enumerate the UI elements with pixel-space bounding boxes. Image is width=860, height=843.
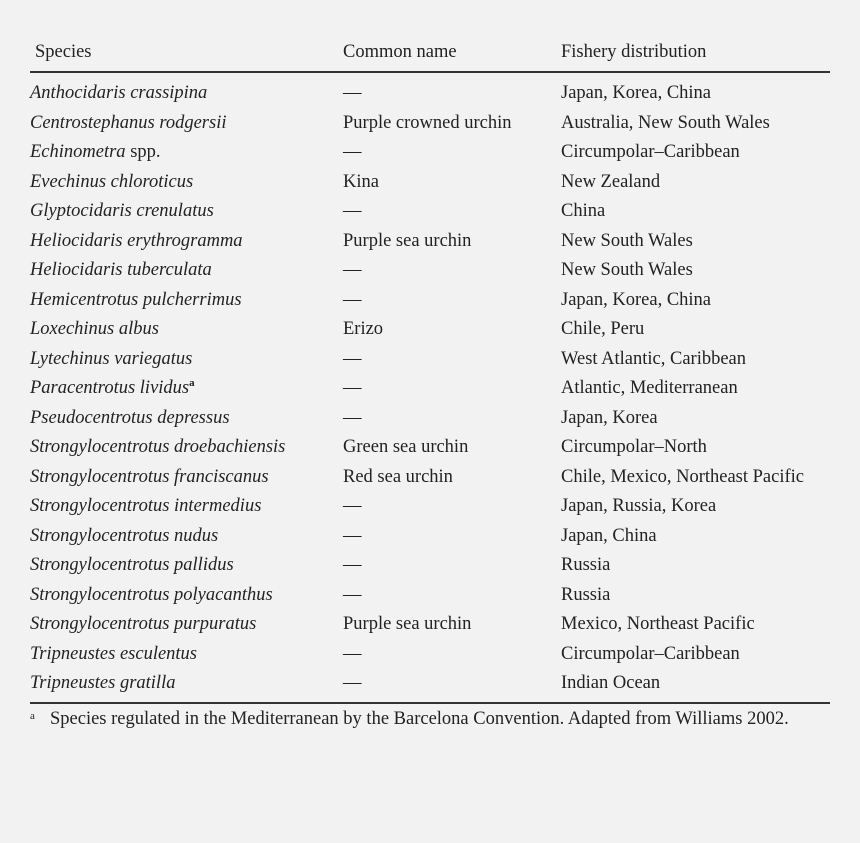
species-name: Tripneustes esculentus	[30, 643, 198, 664]
distribution-cell: Japan, China	[561, 525, 657, 546]
common-name-cell: —	[343, 643, 362, 664]
species-cell	[30, 492, 343, 522]
common-name-cell: Purple sea urchin	[343, 614, 472, 635]
common-name-cell: —	[343, 260, 362, 281]
species-cell	[30, 138, 343, 168]
table-row	[30, 433, 830, 463]
species-name: Strongylocentrotus intermedius	[30, 496, 262, 517]
species-footnote-mark: a	[189, 377, 195, 390]
table-row	[30, 610, 830, 640]
table-row	[30, 551, 830, 581]
species-name: Centrostephanus rodgersii	[30, 112, 227, 133]
header-species: Species	[30, 33, 343, 72]
species-name: Lytechinus variegatus	[30, 348, 193, 369]
table-row	[30, 138, 830, 168]
species-cell	[30, 374, 343, 404]
distribution-cell: Circumpolar–Caribbean	[561, 142, 740, 163]
common-name-cell: —	[343, 201, 362, 222]
table-row	[30, 315, 830, 345]
distribution-cell: New South Wales	[561, 260, 693, 281]
header-fishery-distribution: Fishery distribution	[561, 33, 830, 72]
species-name: Evechinus chloroticus	[30, 171, 194, 192]
table-row	[30, 197, 830, 227]
table-body	[30, 72, 830, 699]
distribution-cell: Japan, Korea, China	[561, 289, 712, 310]
distribution-cell: New South Wales	[561, 230, 693, 251]
species-name: Echinometra	[30, 142, 126, 163]
distribution-cell: Atlantic, Mediterranean	[561, 378, 738, 399]
species-cell	[30, 345, 343, 375]
distribution-cell: Japan, Russia, Korea	[561, 496, 717, 517]
species-name: Hemicentrotus pulcherrimus	[30, 289, 242, 310]
species-name: Glyptocidaris crenulatus	[30, 201, 214, 222]
species-cell	[30, 669, 343, 699]
table-row	[30, 374, 830, 404]
species-cell	[30, 640, 343, 670]
table-row	[30, 463, 830, 493]
table-row	[30, 345, 830, 375]
common-name-cell: —	[343, 525, 362, 546]
table-footnote	[30, 706, 830, 733]
common-name-cell: Purple crowned urchin	[343, 112, 512, 133]
table-row	[30, 404, 830, 434]
common-name-cell: Red sea urchin	[343, 466, 453, 487]
common-name-cell: —	[343, 378, 362, 399]
table-row	[30, 109, 830, 139]
distribution-cell: West Atlantic, Caribbean	[561, 348, 746, 369]
species-cell	[30, 551, 343, 581]
common-name-cell: —	[343, 289, 362, 310]
species-cell	[30, 610, 343, 640]
species-name: Strongylocentrotus pallidus	[30, 555, 234, 576]
footnote-mark: a	[30, 710, 35, 722]
distribution-cell: Circumpolar–North	[561, 437, 707, 458]
species-name: Tripneustes gratilla	[30, 673, 176, 694]
common-name-cell: Purple sea urchin	[343, 230, 472, 251]
species-cell	[30, 197, 343, 227]
table-row	[30, 640, 830, 670]
table-row	[30, 227, 830, 257]
footnote-text: Species regulated in the Mediterranean by the Barcelona Convention. Adapted from Williams 2002.	[50, 709, 789, 729]
species-name: Anthocidaris crassipina	[30, 83, 208, 104]
species-cell	[30, 315, 343, 345]
table-header-row	[30, 33, 830, 72]
distribution-cell: New Zealand	[561, 171, 661, 192]
distribution-cell: Circumpolar–Caribbean	[561, 643, 740, 664]
species-cell	[30, 286, 343, 316]
species-cell	[30, 433, 343, 463]
common-name-cell: —	[343, 496, 362, 517]
common-name-cell: —	[343, 348, 362, 369]
species-name: Loxechinus albus	[30, 319, 159, 340]
species-cell	[30, 522, 343, 552]
common-name-cell: —	[343, 83, 362, 104]
species-cell	[30, 227, 343, 257]
species-name: Paracentrotus lividus	[30, 378, 190, 399]
distribution-cell: Japan, Korea, China	[561, 83, 712, 104]
species-name: Strongylocentrotus droebachiensis	[30, 437, 286, 458]
distribution-cell: Chile, Peru	[561, 319, 645, 340]
species-name: Strongylocentrotus franciscanus	[30, 466, 269, 487]
common-name-cell: —	[343, 584, 362, 605]
species-name: Strongylocentrotus nudus	[30, 525, 219, 546]
distribution-cell: Japan, Korea	[561, 407, 658, 428]
table-row	[30, 581, 830, 611]
species-cell	[30, 463, 343, 493]
species-table	[30, 33, 830, 699]
distribution-cell: Russia	[561, 584, 611, 605]
common-name-cell: Erizo	[343, 319, 384, 340]
species-name: Heliocidaris tuberculata	[30, 260, 212, 281]
distribution-cell: Chile, Mexico, Northeast Pacific	[561, 466, 805, 487]
table-row	[30, 256, 830, 286]
distribution-cell: China	[561, 201, 606, 222]
common-name-cell: —	[343, 142, 362, 163]
common-name-cell: —	[343, 673, 362, 694]
species-cell	[30, 581, 343, 611]
species-suffix: spp.	[125, 142, 161, 163]
common-name-cell: —	[343, 555, 362, 576]
table-bottom-rule	[30, 702, 830, 704]
table-row	[30, 168, 830, 198]
common-name-cell: Kina	[343, 171, 379, 192]
table-row	[30, 492, 830, 522]
species-name: Heliocidaris erythrogramma	[30, 230, 243, 251]
species-cell	[30, 256, 343, 286]
common-name-cell: —	[343, 407, 362, 428]
species-name: Strongylocentrotus purpuratus	[30, 614, 257, 635]
distribution-cell: Australia, New South Wales	[561, 112, 770, 133]
distribution-cell: Mexico, Northeast Pacific	[561, 614, 755, 635]
species-cell	[30, 109, 343, 139]
species-cell	[30, 404, 343, 434]
distribution-cell: Russia	[561, 555, 611, 576]
table-row	[30, 72, 830, 109]
species-cell	[30, 72, 343, 109]
distribution-cell: Indian Ocean	[561, 673, 661, 694]
table-row	[30, 669, 830, 699]
species-name: Strongylocentrotus polyacanthus	[30, 584, 273, 605]
species-cell	[30, 168, 343, 198]
table-row	[30, 522, 830, 552]
species-name: Pseudocentrotus depressus	[30, 407, 230, 428]
table-row	[30, 286, 830, 316]
species-table-container	[30, 33, 830, 704]
header-common-name: Common name	[343, 33, 561, 72]
common-name-cell: Green sea urchin	[343, 437, 469, 458]
